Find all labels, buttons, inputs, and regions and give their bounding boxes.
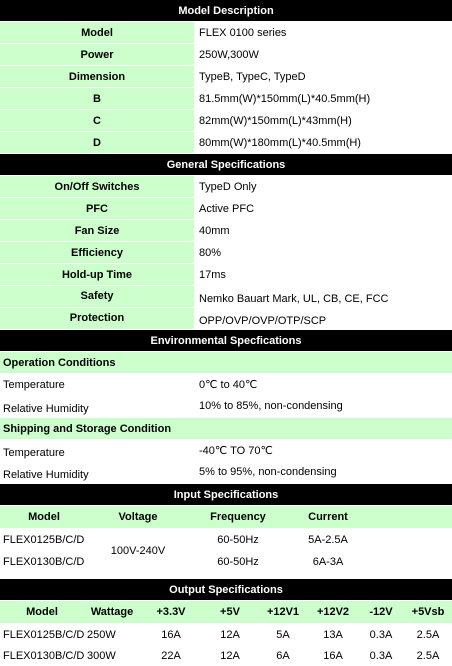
- column-header: Current: [288, 506, 368, 529]
- spec-value: 250W,300W: [196, 44, 452, 65]
- model-cell: FLEX0125B/C/D: [3, 628, 85, 641]
- spec-value: 81.5mm(W)*150mm(L)*40.5mm(H): [196, 88, 452, 109]
- spec-label: D: [0, 132, 196, 153]
- column-header: Model: [0, 506, 88, 529]
- spec-value: TypeB, TypeC, TypeD: [196, 66, 452, 87]
- env-value: 10% to 85%, non-condensing: [199, 400, 343, 412]
- frequency-cell: 60-50Hz: [217, 556, 259, 568]
- rail-cell: 16A: [161, 628, 181, 641]
- spec-row-holdup-time: [0, 264, 452, 286]
- env-value: 5% to 95%, non-condensing: [199, 466, 337, 478]
- wattage-cell: 300W: [87, 649, 116, 662]
- column-header: Frequency: [188, 506, 288, 529]
- model-cell: FLEX0130B/C/D: [3, 649, 85, 662]
- input-specifications-table: [0, 506, 452, 573]
- env-label: Relative Humidity: [3, 403, 89, 415]
- rail-cell: 6A: [276, 649, 290, 662]
- spec-row-type-c: [0, 110, 452, 132]
- spec-row-protection: [0, 308, 452, 330]
- spec-row-power: [0, 44, 452, 66]
- spec-label: Model: [0, 22, 196, 43]
- spec-row-type-d: [0, 132, 452, 154]
- frequency-cell: 60-50Hz: [217, 534, 259, 546]
- spec-value: 80%: [196, 242, 452, 263]
- spec-label: Efficiency: [0, 242, 196, 263]
- table-row: [0, 529, 452, 552]
- output-specifications-header: Output Specifications: [0, 579, 452, 601]
- operation-conditions-heading: Operation Conditions: [0, 352, 452, 374]
- spec-row-model: [0, 22, 452, 44]
- spec-row-fan-size: [0, 220, 452, 242]
- spec-row-safety: [0, 286, 452, 308]
- spec-value: 80mm(W)*180mm(L)*40.5mm(H): [196, 132, 452, 153]
- spec-value: 40mm: [196, 220, 452, 241]
- column-header: Voltage: [88, 506, 188, 529]
- rail-cell: 2.5A: [416, 649, 440, 662]
- spec-label: Dimension: [0, 66, 196, 87]
- env-label: Relative Humidity: [3, 469, 89, 481]
- spec-label: PFC: [0, 198, 196, 219]
- output-specifications-table: [0, 601, 452, 666]
- column-header: +12V2: [308, 601, 358, 624]
- rail-cell: 16A: [323, 649, 343, 662]
- column-header: +3.3V: [140, 601, 202, 624]
- rail-cell: 5A: [276, 628, 290, 641]
- spec-value: OPP/OVP/OVP/OTP/SCP: [196, 308, 452, 329]
- env-value: -40℃ TO 70℃: [199, 445, 273, 457]
- storage-conditions-heading: Shipping and Storage Condition: [0, 418, 452, 440]
- rail-cell: 0.3A: [369, 628, 393, 641]
- spec-label: Hold-up Time: [0, 264, 196, 285]
- rail-cell: 12A: [220, 649, 240, 662]
- environmental-specifications-header: Environmental Specfications: [0, 330, 452, 352]
- spec-value: 17ms: [196, 264, 452, 285]
- spec-label: B: [0, 88, 196, 109]
- env-value: 0℃ to 40℃: [199, 379, 258, 391]
- storage-temperature-row: [0, 440, 452, 462]
- model-description-header: Model Description: [0, 0, 452, 22]
- spec-label: C: [0, 110, 196, 131]
- spec-row-pfc: [0, 198, 452, 220]
- spec-row-dimension: [0, 66, 452, 88]
- current-cell: 6A-3A: [312, 556, 344, 568]
- operation-humidity-row: [0, 396, 452, 418]
- model-cell: FLEX0125B/C/D: [3, 534, 85, 546]
- spec-row-switches: [0, 176, 452, 198]
- rail-cell: 2.5A: [416, 628, 440, 641]
- wattage-cell: 250W: [87, 628, 116, 641]
- column-header: +5Vsb: [404, 601, 452, 624]
- rail-cell: 22A: [161, 649, 181, 662]
- table-row: [0, 551, 452, 573]
- current-cell: 5A-2.5A: [308, 534, 348, 546]
- table-row: [0, 624, 452, 646]
- operation-temperature-row: [0, 374, 452, 396]
- storage-humidity-row: [0, 462, 452, 484]
- table-header-row: [0, 506, 452, 529]
- column-header: -12V: [358, 601, 404, 624]
- table-row: [0, 645, 452, 666]
- spec-label: Power: [0, 44, 196, 65]
- env-label: Temperature: [3, 447, 65, 459]
- spec-value: Nemko Bauart Mark, UL, CB, CE, FCC: [196, 286, 452, 307]
- column-header: Model: [0, 601, 84, 624]
- spec-value: 82mm(W)*150mm(L)*43mm(H): [196, 110, 452, 131]
- column-header: +12V1: [258, 601, 308, 624]
- rail-cell: 13A: [323, 628, 343, 641]
- column-header: Wattage: [84, 601, 140, 624]
- spec-row-efficiency: [0, 242, 452, 264]
- voltage-cell: 100V-240V: [110, 545, 166, 557]
- general-specifications-header: General Specifications: [0, 154, 452, 176]
- column-header: +5V: [202, 601, 258, 624]
- spec-label: Safety: [0, 286, 196, 307]
- input-specifications-header: Input Specifications: [0, 484, 452, 506]
- spec-label: On/Off Switches: [0, 176, 196, 197]
- spec-label: Protection: [0, 308, 196, 329]
- spec-label: Fan Size: [0, 220, 196, 241]
- spec-row-type-b: [0, 88, 452, 110]
- model-cell: FLEX0130B/C/D: [3, 556, 85, 568]
- env-label: Temperature: [3, 378, 65, 391]
- table-header-row: [0, 601, 452, 624]
- rail-cell: 12A: [220, 628, 240, 641]
- rail-cell: 0.3A: [369, 649, 393, 662]
- spec-value: FLEX 0100 series: [196, 22, 452, 43]
- spec-value: Active PFC: [196, 198, 452, 219]
- spec-value: TypeD Only: [196, 176, 452, 197]
